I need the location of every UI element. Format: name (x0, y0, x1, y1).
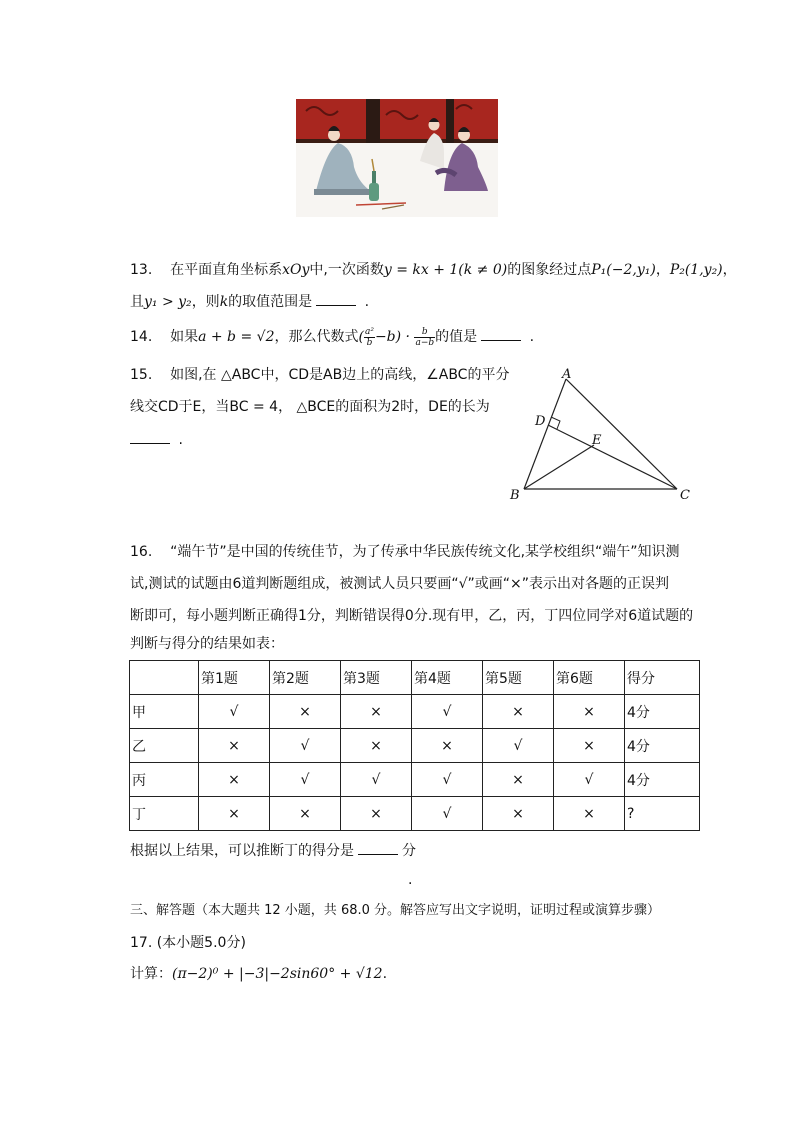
q13-text-f: 的取值范围是 (228, 294, 313, 310)
question-16 (130, 542, 680, 562)
table-cell: √ (412, 695, 483, 729)
table-header-cell (130, 661, 199, 695)
table-cell: × (341, 797, 412, 831)
q14-text-a: 如果 (170, 329, 199, 345)
table-cell: √ (554, 763, 625, 797)
table-cell: × (270, 797, 341, 831)
table-cell: √ (270, 763, 341, 797)
table-cell: √ (341, 763, 412, 797)
q13-text-d: 且 (130, 294, 144, 310)
q14-fraction-1: $\frac{\text{a²}}{b}$ (364, 326, 374, 348)
q16-end: . (408, 872, 413, 888)
table-row (130, 763, 700, 797)
section-3-title: 三、解答题（本大题共 12 小题，共 68.0 分。解答应写出文字说明，证明过程或演算步骤） (130, 903, 661, 918)
table-cell: × (199, 729, 270, 763)
q15-line1: 如图,在 △ABC中，CD是AB边上的高线，∠ABC的平分 (170, 367, 510, 383)
q16-line3: 断即可，每小题判断正确得1分，判断错误得0分.现有甲，乙，丙，丁四位同学对6道试题的 (130, 608, 694, 624)
question-16-after (130, 840, 416, 861)
table-cell: 丁 (130, 797, 199, 831)
q13-p1: P₁(−2,y₁) (591, 262, 656, 278)
q13-xoy: xOy (282, 262, 310, 278)
q14-mid: −b) · (374, 329, 410, 345)
q13-end: . (364, 294, 370, 310)
q13-text-a: 在平面直角坐标系 (170, 262, 283, 278)
q14-end: . (529, 329, 535, 345)
illustration-image (296, 99, 498, 217)
table-cell: √ (483, 729, 554, 763)
table-header-row (130, 661, 700, 695)
table-cell: √ (412, 763, 483, 797)
table-cell: × (483, 695, 554, 729)
table-cell: × (412, 729, 483, 763)
table-cell: × (554, 729, 625, 763)
q17-expr: (π−2)⁰ + |−3|−2sin60° + √12 (172, 966, 383, 982)
label-c: C (680, 488, 690, 503)
q16-line1: “端午节”是中国的传统佳节，为了传承中华民族传统文化,某学校组织“端午”知识测 (170, 544, 680, 560)
table-row (130, 797, 700, 831)
side-ac (566, 379, 677, 489)
table-cell: × (483, 797, 554, 831)
table-row (130, 729, 700, 763)
table-row (130, 695, 700, 729)
q16-line2: 试,测试的试题由6道判断题组成，被测试人员只要画“√”或画“×”表示出对各题的正误判 (130, 576, 670, 592)
table-header-cell: 第6题 (554, 661, 625, 695)
table-cell: × (199, 797, 270, 831)
table-cell: 乙 (130, 729, 199, 763)
table-header-cell: 第5题 (483, 661, 554, 695)
label-a: A (562, 367, 572, 382)
table-cell: 甲 (130, 695, 199, 729)
q13-number: 13. (130, 262, 153, 278)
q14-text-b: ，那么代数式 (274, 329, 359, 345)
table-header-cell: 第4题 (412, 661, 483, 695)
q13-text-e: ，则 (191, 294, 220, 310)
table-cell: 4分 (625, 763, 700, 797)
q16-number: 16. (130, 544, 153, 560)
question-15-line3 (130, 429, 183, 450)
table-cell: 丙 (130, 763, 199, 797)
q15-end: . (178, 432, 183, 448)
q16-line4: 判断与得分的结果如表： (130, 636, 284, 652)
question-15 (130, 365, 509, 385)
table-cell: √ (199, 695, 270, 729)
question-16-line2 (130, 574, 669, 594)
table-cell: √ (412, 797, 483, 831)
table-cell: × (554, 695, 625, 729)
q14-fraction-2: $\frac{b}{a-b}$ (415, 326, 435, 348)
q16-answer-blank[interactable] (358, 840, 398, 855)
q13-answer-blank[interactable] (316, 291, 356, 306)
q17-end: . (382, 966, 388, 982)
triangle-figure (505, 365, 700, 505)
table-cell: × (341, 729, 412, 763)
q13-text-b: 中,一次函数 (309, 262, 384, 278)
q17-prompt: 计算： (130, 966, 172, 982)
question-16-line4 (130, 634, 284, 654)
table-cell: × (199, 763, 270, 797)
q14-number: 14. (130, 329, 153, 345)
q13-func: y = kx + 1(k ≠ 0) (383, 262, 508, 278)
question-17-header: 17. (本小题5.0分) (130, 935, 246, 951)
side-ab (524, 379, 566, 489)
q14-open: ( (358, 329, 364, 345)
table-cell: ? (625, 797, 700, 831)
q14-answer-blank[interactable] (481, 326, 521, 341)
question-14 (130, 326, 534, 348)
table-cell: 4分 (625, 729, 700, 763)
question-15-line2 (130, 397, 490, 417)
q15-number: 15. (130, 367, 153, 383)
table-cell: × (554, 797, 625, 831)
table-header-cell: 第2题 (270, 661, 341, 695)
question-16-line3 (130, 606, 693, 626)
table-cell: √ (270, 729, 341, 763)
q13-cond: y₁ > y₂ (144, 294, 192, 310)
q13-end1: ， (722, 262, 737, 278)
q13-sep: ， (655, 262, 670, 278)
q14-text-c: 的值是 (435, 329, 478, 345)
table-cell: × (341, 695, 412, 729)
question-17 (130, 964, 387, 984)
table-header-cell: 得分 (625, 661, 700, 695)
question-13-line2 (130, 291, 369, 312)
q13-text-c: 的图象经过点 (507, 262, 592, 278)
q15-answer-blank[interactable] (130, 429, 170, 444)
q16-unit: 分 (402, 843, 416, 859)
table-header-cell: 第3题 (341, 661, 412, 695)
bisector-be (524, 445, 594, 489)
q15-line2: 线交CD于E，当BC = 4， △BCE的面积为2时，DE的长为 (130, 399, 490, 415)
label-d: D (535, 414, 546, 429)
table-cell: × (270, 695, 341, 729)
label-b: B (510, 488, 520, 503)
results-table (129, 660, 700, 831)
table-cell: 4分 (625, 695, 700, 729)
table-cell: × (483, 763, 554, 797)
question-13 (130, 260, 737, 280)
altitude-cd (548, 425, 677, 489)
q16-after: 根据以上结果，可以推断丁的得分是 (130, 843, 354, 859)
q13-k: k (219, 294, 229, 310)
q13-p2: P₂(1,y₂) (669, 262, 723, 278)
label-e: E (592, 433, 602, 448)
table-header-cell: 第1题 (199, 661, 270, 695)
q14-eq: a + b = √2 (198, 329, 275, 345)
